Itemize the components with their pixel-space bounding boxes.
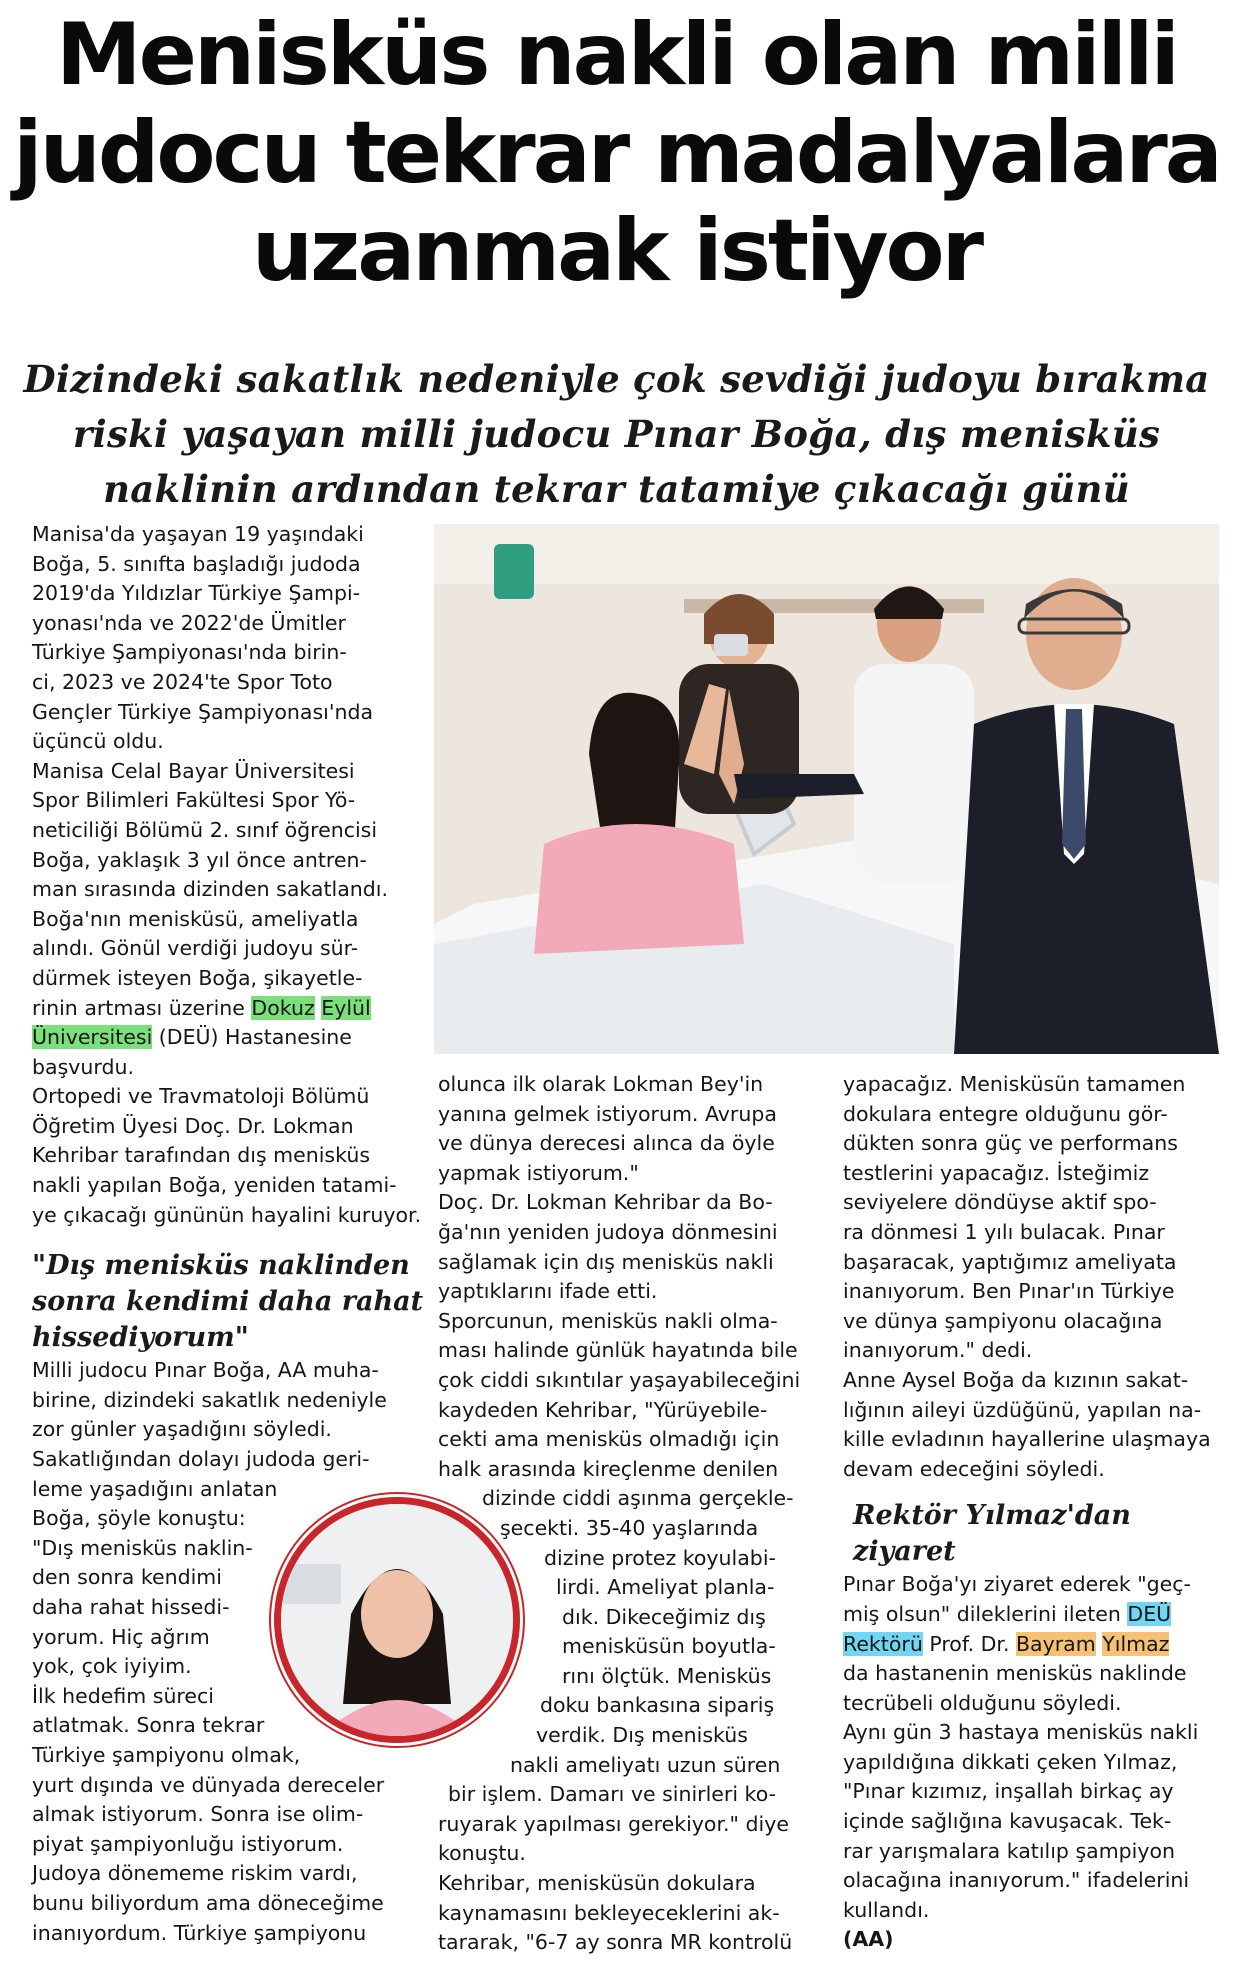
section-subtitle-1 — [32, 1248, 424, 1356]
text-line: olunca ilk olarak Lokman Bey'in — [438, 1072, 764, 1096]
subtitle-line: hissediyorum" — [32, 1322, 249, 1354]
text-line: yurt dışında ve dünyada dereceler — [32, 1772, 385, 1797]
headline-line-1: Menisküs nakli olan milli — [56, 5, 1177, 105]
text-line: verdik. Dış menisküs — [536, 1723, 748, 1748]
text-line: yanına gelmek istiyorum. Avrupa — [438, 1101, 777, 1126]
text-line: den sonra kendimi — [32, 1565, 222, 1590]
text-line: rını ölçtük. Menisküs — [562, 1663, 772, 1688]
highlight-bayram: Bayram — [1015, 1631, 1096, 1656]
text-line: başvurdu. — [32, 1054, 134, 1079]
text-line: testlerini yapacağız. İsteğimiz — [843, 1160, 1150, 1185]
text-line: daha rahat hissedi- — [32, 1595, 230, 1619]
article-column-3 — [843, 1070, 1213, 1955]
text-line: yapmak istiyorum." — [438, 1160, 639, 1185]
text-line: Pınar Boğa'yı ziyaret ederek "geç- — [843, 1572, 1191, 1597]
text-line: kaynamasını bekleyeceklerini ak- — [438, 1900, 780, 1925]
text-line: man sırasında dizinden sakatlandı. — [32, 877, 388, 902]
text-line — [32, 994, 416, 1024]
subtitle-line: sonra kendimi daha rahat — [32, 1286, 424, 1318]
article-column-2 — [438, 1070, 818, 1958]
text-line: Ortopedi ve Travmatoloji Bölümü — [32, 1084, 370, 1109]
text-line: alındı. Gönül verdiği judoyu sür- — [32, 936, 359, 961]
text-line: Kehribar tarafından dış menisküs — [32, 1143, 371, 1168]
section-subtitle-2 — [843, 1498, 1213, 1570]
headline-line-3: uzanmak istiyor — [251, 201, 982, 301]
text-line: Boğa'nın menisküsü, ameliyatla — [32, 906, 359, 931]
subhead-line-3: naklinin ardından tekrar tatamiye çıkacağı günü — [103, 467, 1130, 511]
hospital-visit-photo — [434, 524, 1219, 1054]
text-line: Boğa, şöyle konuştu: — [32, 1506, 246, 1531]
text-line: inanıyorum. Ben Pınar'ın Türkiye — [843, 1279, 1175, 1304]
text-line: Doç. Dr. Lokman Kehribar da Bo- — [438, 1190, 773, 1215]
text-line: dükten sonra güç ve performans — [843, 1131, 1178, 1156]
subtitle-line: Rektör Yılmaz'dan — [853, 1500, 1131, 1532]
text-line: Manisa'da yaşayan 19 yaşındaki — [32, 522, 364, 546]
text-line — [32, 1023, 416, 1053]
text-line: Sakatlığından dolayı judoda geri- — [32, 1447, 370, 1472]
text-line: dürmek isteyen Boğa, şikayetle- — [32, 965, 363, 990]
text-line: konuştu. — [438, 1841, 526, 1866]
text-line: yapacağız. Menisküsün tamamen — [843, 1072, 1186, 1096]
text-line: dık. Dikeceğimiz dış — [562, 1604, 766, 1629]
text-line: ması halinde günlük hayatında bile — [438, 1338, 798, 1363]
text-line: nakli yapılan Boğa, yeniden tatami- — [32, 1173, 397, 1198]
text-line: nakli ameliyatı uzun süren — [510, 1752, 781, 1777]
text-line: Judoya dönememe riskim vardı, — [32, 1861, 358, 1886]
text-line: ci, 2023 ve 2024'te Spor Toto — [32, 669, 333, 694]
text-line: inanıyorum." dedi. — [843, 1338, 1033, 1363]
text-line: olacağına inanıyorum." ifadelerini — [843, 1868, 1190, 1893]
text-line: Milli judocu Pınar Boğa, AA muha- — [32, 1358, 379, 1383]
text-line: inanıyordum. Türkiye şampiyonu — [32, 1920, 367, 1945]
text-line: cekti ama menisküs olmadığı için — [438, 1427, 780, 1452]
text-line: Boğa, yaklaşık 3 yıl önce antren- — [32, 847, 367, 872]
text-line: sağlamak için dış menisküs nakli — [438, 1249, 774, 1274]
text-line: yapıldığına dikkati çeken Yılmaz, — [843, 1749, 1178, 1774]
news-agency-credit: (AA) — [843, 1927, 894, 1952]
text-line: tararak, "6-7 ay sonra MR kontrolü — [438, 1930, 793, 1955]
highlight-dokuz: Dokuz — [251, 995, 315, 1020]
photo-illustration — [434, 524, 1219, 1054]
headline — [0, 6, 1233, 300]
text-line: kullandı. — [843, 1897, 930, 1922]
text-line: ğa'nın yeniden judoya dönmesini — [438, 1219, 778, 1244]
text-line: "Dış menisküs naklin- — [32, 1535, 253, 1560]
highlight-eylul: Eylül — [321, 995, 371, 1020]
text-line: lığının aileyi üzdüğünü, yapılan na- — [843, 1397, 1202, 1422]
text-line: kaydeden Kehribar, "Yürüyebile- — [438, 1397, 768, 1422]
text-line: zor günler yaşadığını söyledi. — [32, 1417, 332, 1442]
text-line: lirdi. Ameliyat planla- — [556, 1575, 775, 1600]
text-line: dizine protez koyulabi- — [544, 1545, 776, 1570]
highlight-yilmaz: Yılmaz — [1102, 1631, 1170, 1656]
text-line — [843, 1600, 1213, 1630]
text-line: bunu biliyordum ama döneceğime — [32, 1890, 384, 1915]
text-line: rar yarışmalara katılıp şampiyon — [843, 1838, 1176, 1863]
text-line: içinde sağlığına kavuşacak. Tek- — [843, 1809, 1172, 1834]
text-line: başaracak, yaptığımız ameliyata — [843, 1249, 1177, 1274]
subtitle-line: ziyaret — [853, 1536, 956, 1568]
text-line: devam edeceğini söyledi. — [843, 1456, 1105, 1481]
text-line: çok ciddi sıkıntılar yaşayabileceğini — [438, 1367, 801, 1392]
text-line: Türkiye Şampiyonası'nda birin- — [32, 640, 347, 665]
text-line: yonası'nda ve 2022'de Ümitler — [32, 610, 346, 635]
text-line: Türkiye şampiyonu olmak, — [32, 1742, 301, 1767]
headline-line-2: judocu tekrar madalyalara — [13, 103, 1220, 203]
text-line: ye çıkacağı gününün hayalini kuruyor. — [32, 1202, 422, 1227]
text-line: ve dünya derecesi alınca da öyle — [438, 1131, 775, 1156]
text-line: halk arasında kireçlenme denilen — [438, 1456, 779, 1481]
text-fragment: (DEÜ) Hastanesine — [152, 1025, 352, 1050]
text-line — [843, 1630, 1213, 1660]
text-line: İlk hedefim süreci — [32, 1683, 214, 1708]
text-line: dizinde ciddi aşınma gerçekle- — [482, 1486, 794, 1511]
subtitle-line: "Dış menisküs naklinden — [32, 1250, 410, 1282]
text-line: neticiliği Bölümü 2. sınıf öğrencisi — [32, 817, 378, 842]
text-line: ve dünya şampiyonu olacağına — [843, 1308, 1163, 1333]
text-line: leme yaşadığını anlatan — [32, 1476, 278, 1501]
text-line: Manisa Celal Bayar Üniversitesi — [32, 758, 355, 783]
text-line: Anne Aysel Boğa da kızının sakat- — [843, 1367, 1189, 1392]
text-line: seviyelere döndüyse aktif spo- — [843, 1190, 1157, 1215]
text-line: yaptıklarını ifade etti. — [438, 1279, 658, 1304]
highlight-deu: DEÜ — [1127, 1601, 1172, 1626]
text-line: Öğretim Üyesi Doç. Dr. Lokman — [32, 1113, 354, 1138]
text-line: 2019'da Yıldızlar Türkiye Şampi- — [32, 581, 361, 606]
text-line: almak istiyorum. Sonra ise olim- — [32, 1802, 364, 1827]
text-line: kille evladının hayallerine ulaşmaya — [843, 1427, 1211, 1452]
text-line: Sporcunun, menisküs nakli olma- — [438, 1308, 778, 1333]
text-line: Aynı gün 3 hastaya menisküs nakli — [843, 1720, 1199, 1745]
text-line: yok, çok iyiyim. — [32, 1654, 192, 1679]
text-fragment: miş olsun" dileklerini ileten — [843, 1601, 1121, 1626]
text-line: tecrübeli olduğunu söyledi. — [843, 1690, 1122, 1715]
text-line: menisküsün boyutla- — [562, 1634, 776, 1659]
text-fragment: rinin artması üzerine — [32, 995, 245, 1020]
text-line: "Pınar kızımız, inşallah birkaç ay — [843, 1779, 1174, 1804]
text-line: yorum. Hiç ağrım — [32, 1624, 210, 1649]
text-line: Gençler Türkiye Şampiyonası'nda — [32, 699, 374, 724]
text-line: Spor Bilimleri Fakültesi Spor Yö- — [32, 788, 356, 813]
subhead-line-1: Dizindeki sakatlık nedeniyle çok sevdiği judoyu bırakma — [23, 357, 1210, 401]
highlight-rektoru: Rektörü — [843, 1631, 923, 1656]
text-line: bir işlem. Damarı ve sinirleri ko- — [448, 1782, 777, 1807]
text-line: ra dönmesi 1 yılı bulacak. Pınar — [843, 1219, 1165, 1244]
text-line: şecekti. 35-40 yaşlarında — [500, 1515, 759, 1540]
text-line: doku bankasına sipariş — [540, 1693, 775, 1718]
text-line: Boğa, 5. sınıfta başladığı judoda — [32, 551, 361, 576]
highlight-universitesi: Üniversitesi — [32, 1025, 153, 1050]
text-line: Kehribar, menisküsün dokulara — [438, 1871, 756, 1896]
text-line: da hastanenin menisküs naklinde — [843, 1661, 1187, 1686]
text-fragment: Prof. Dr. — [922, 1631, 1016, 1656]
text-line: dokulara entegre olduğunu gör- — [843, 1101, 1168, 1126]
text-line: atlatmak. Sonra tekrar — [32, 1713, 265, 1738]
subhead-line-2: riski yaşayan milli judocu Pınar Boğa, dış menisküs — [72, 412, 1161, 456]
text-line: birine, dizindeki sakatlık nedeniyle — [32, 1387, 387, 1412]
text-line: ruyarak yapılması gerekiyor." diye — [438, 1811, 789, 1836]
text-line: piyat şampiyonluğu istiyorum. — [32, 1831, 344, 1856]
text-line: üçüncü oldu. — [32, 729, 164, 754]
